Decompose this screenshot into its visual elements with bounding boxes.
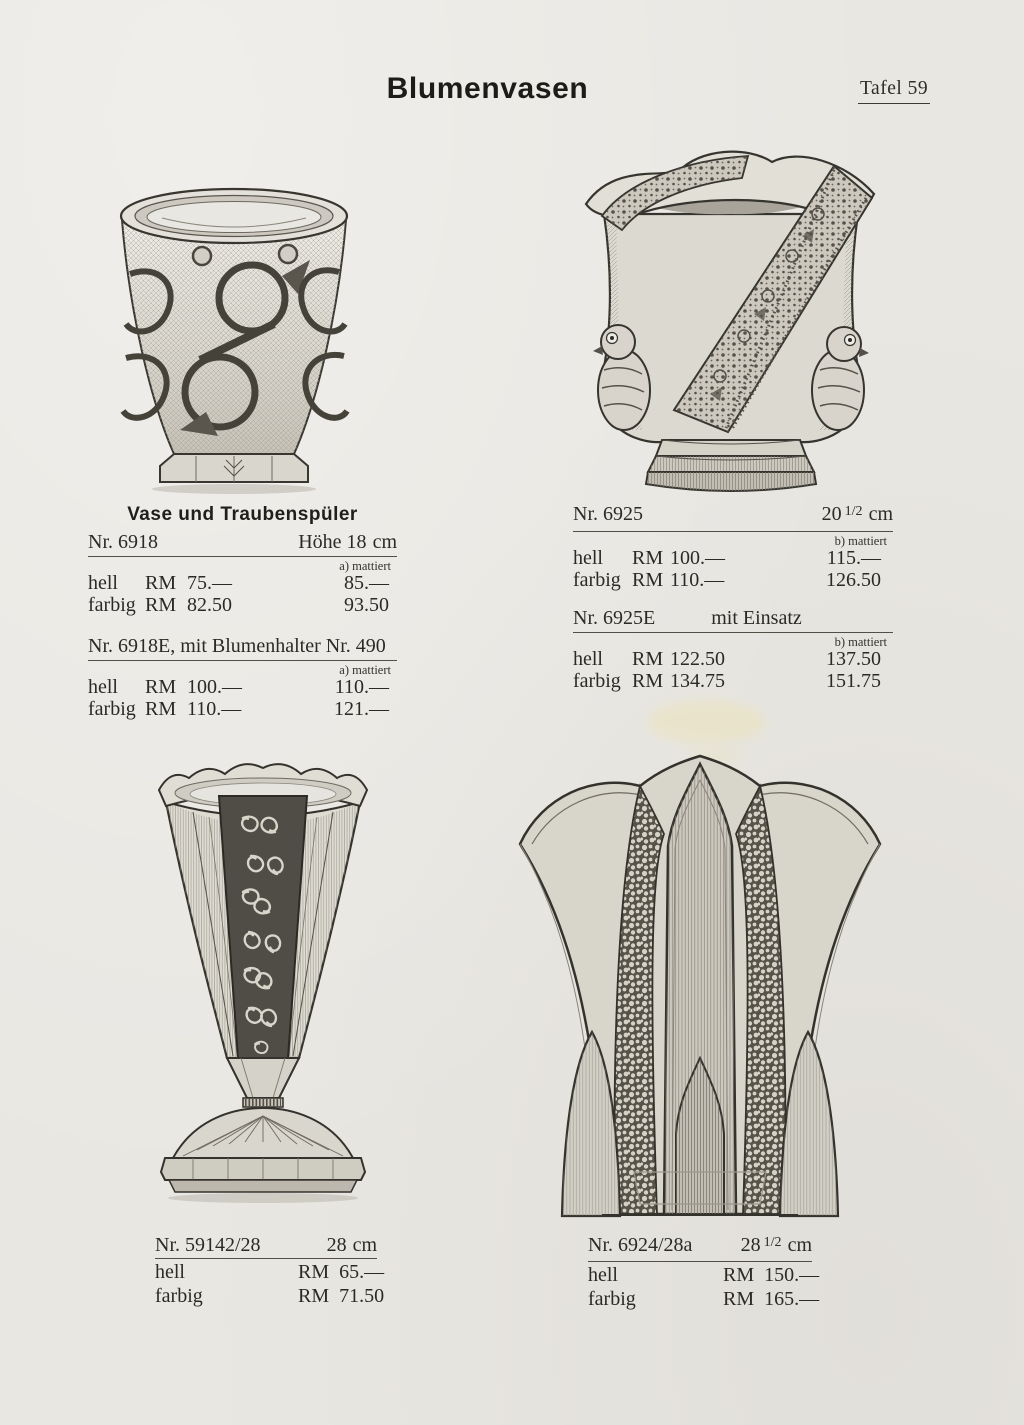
currency-label: RM — [632, 547, 664, 569]
price-row — [588, 1264, 820, 1287]
price-value: 150.— — [764, 1264, 820, 1286]
price-value: 65.— — [339, 1261, 385, 1283]
product-note: mit Einsatz — [711, 607, 802, 629]
price-table-6918 — [88, 531, 397, 616]
price-value: 82.50 — [187, 593, 232, 616]
product-size: 28 $^{1/2}$ cm — [740, 1234, 812, 1256]
page-title: Blumenvasen — [386, 72, 589, 105]
currency-label: RM — [145, 593, 177, 616]
alt-price-value: 151.75 — [826, 669, 881, 692]
variant-label: hell — [88, 572, 118, 594]
price-value: 134.75 — [670, 669, 725, 692]
product-block-6925 — [573, 503, 893, 692]
price-row — [88, 573, 397, 595]
paper-stain — [648, 700, 766, 744]
price-row — [155, 1261, 385, 1284]
price-table-6925 — [573, 503, 893, 591]
price-row — [573, 649, 893, 671]
column-note: b) mattiert — [834, 635, 887, 649]
alt-price-value: 85.— — [344, 572, 389, 594]
price-value: 122.50 — [670, 648, 725, 670]
variant-label: hell — [88, 676, 118, 698]
table-header-row — [88, 635, 397, 661]
variant-label: farbig — [573, 669, 621, 692]
currency-label: RM — [723, 1264, 755, 1286]
price-cell — [298, 1285, 384, 1308]
variant-label: hell — [588, 1264, 618, 1286]
alt-price-value: 126.50 — [826, 568, 881, 591]
price-value: 100.— — [187, 676, 242, 698]
product-heading: Vase und Traubenspüler — [127, 504, 358, 525]
price-value: 110.— — [187, 697, 242, 720]
column-note: a) mattiert — [339, 663, 391, 677]
price-value: 165.— — [764, 1287, 820, 1310]
product-number: Nr. 6925 — [573, 503, 643, 525]
price-table-6918e — [88, 635, 397, 720]
currency-label: RM — [145, 676, 177, 698]
product-number: Nr. 6925E — [573, 607, 656, 629]
product-number: Nr. 6918E, mit Blumenhalter Nr. 490 — [88, 635, 386, 657]
table-header-row — [588, 1234, 812, 1262]
alt-price-value: 115.— — [826, 547, 881, 569]
price-value: 100.— — [670, 547, 725, 569]
product-size: 20 $^{1/2}$ cm — [821, 503, 893, 525]
price-row — [88, 595, 397, 617]
vase-59142-illustration — [143, 756, 383, 1232]
alt-price-value: 121.— — [334, 697, 389, 720]
table-header-row — [88, 531, 397, 557]
alt-price-value: 137.50 — [826, 648, 881, 670]
fluted-foot — [161, 1108, 365, 1203]
variant-label: hell — [155, 1261, 185, 1283]
column-note: a) mattiert — [339, 559, 391, 573]
vase-6925-illustration — [566, 132, 896, 494]
variant-label: farbig — [573, 568, 621, 591]
vase-6924-illustration — [498, 740, 902, 1232]
table-header-row — [573, 607, 893, 633]
vase-6918-illustration — [96, 168, 372, 498]
variant-label: farbig — [155, 1284, 203, 1307]
currency-label: RM — [145, 697, 177, 720]
price-cell — [723, 1288, 819, 1311]
product-number: Nr. 6918 — [88, 531, 158, 553]
plate-label: Tafel 59 — [858, 78, 930, 104]
product-block-6918 — [88, 504, 397, 720]
variant-label: hell — [573, 648, 603, 670]
alt-price-value: 93.50 — [344, 593, 389, 616]
currency-label: RM — [145, 572, 177, 594]
product-size: Höhe 18 cm — [298, 531, 397, 553]
price-table-6925e — [573, 607, 893, 692]
variant-label: farbig — [88, 697, 136, 720]
variant-label: hell — [573, 547, 603, 569]
product-number: Nr. 6924/28a — [588, 1234, 693, 1256]
price-row — [588, 1287, 820, 1311]
price-cell — [298, 1261, 384, 1284]
price-row — [155, 1284, 385, 1308]
price-row — [573, 570, 893, 592]
price-value: 71.50 — [339, 1284, 385, 1307]
currency-label: RM — [632, 669, 664, 692]
product-block-6924 — [588, 1234, 820, 1310]
price-row — [573, 548, 893, 570]
currency-label: RM — [723, 1287, 755, 1310]
currency-label: RM — [298, 1284, 330, 1307]
price-row — [88, 699, 397, 721]
product-number: Nr. 59142/28 — [155, 1234, 261, 1256]
currency-label: RM — [632, 648, 664, 670]
alt-price-value: 110.— — [334, 676, 389, 698]
column-note: b) mattiert — [834, 534, 887, 548]
currency-label: RM — [632, 568, 664, 591]
variant-label: farbig — [588, 1287, 636, 1310]
currency-label: RM — [298, 1261, 330, 1283]
product-block-59142 — [155, 1234, 385, 1307]
stepped-foot — [646, 440, 816, 491]
product-size: 28 cm — [326, 1234, 377, 1256]
price-row — [88, 677, 397, 699]
variant-label: farbig — [88, 593, 136, 616]
table-header-row — [573, 503, 893, 532]
price-cell — [723, 1264, 819, 1287]
table-header-row — [155, 1234, 377, 1259]
price-value: 75.— — [187, 572, 232, 594]
price-row — [573, 671, 893, 693]
price-value: 110.— — [670, 568, 725, 591]
